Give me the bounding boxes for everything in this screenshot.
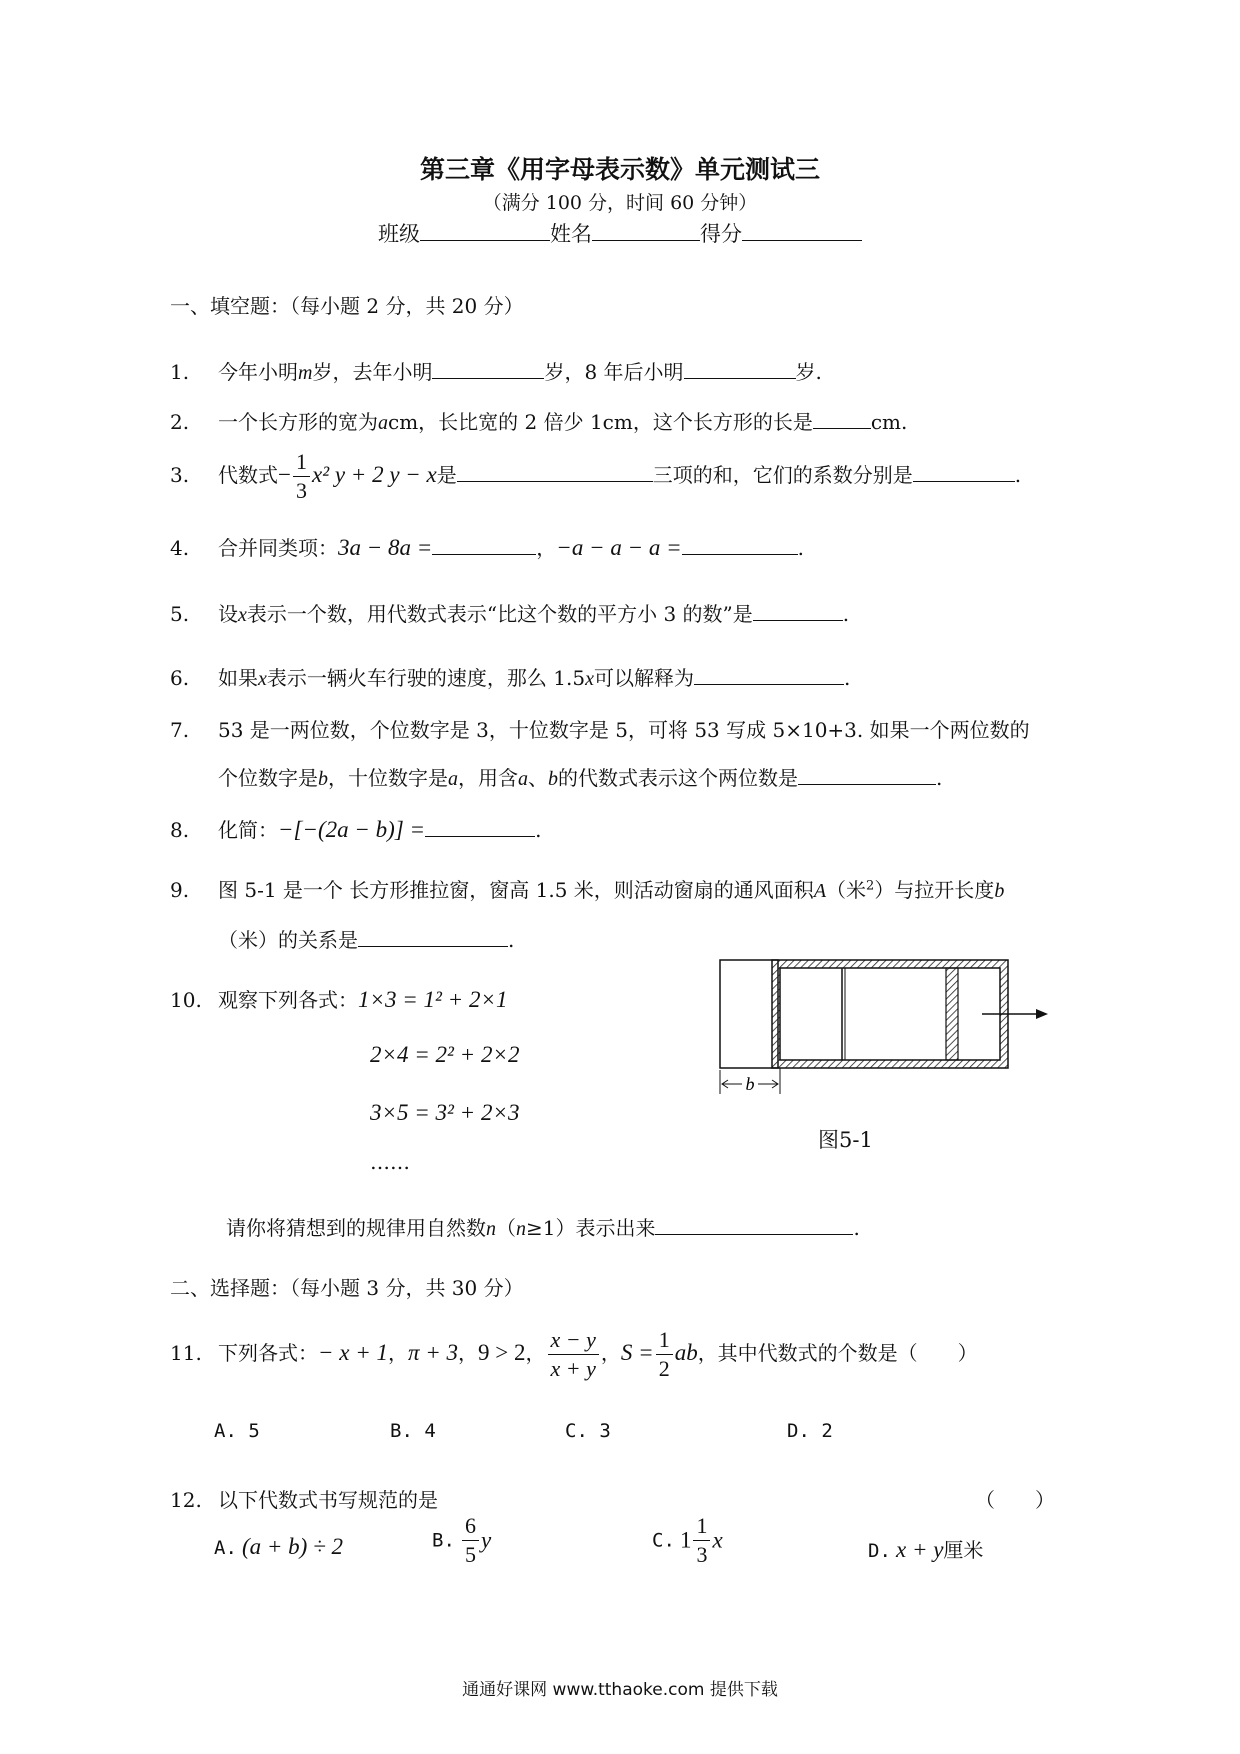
answer-blank[interactable]	[358, 924, 508, 947]
q-variable: a	[378, 412, 388, 434]
q-text: 是	[436, 463, 457, 487]
option-label: C.	[652, 1529, 675, 1552]
question-4	[170, 532, 804, 561]
question-12	[170, 1484, 438, 1513]
q-text: .	[508, 928, 515, 952]
class-blank[interactable]	[420, 218, 550, 241]
q-text: .	[843, 666, 851, 690]
q-text: .	[936, 766, 943, 790]
fraction-numerator: 1	[656, 1326, 673, 1355]
q10-equation-3: 3×5 = 3² + 2×3	[370, 1100, 520, 1125]
q10-equation-1: 1×3 = 1² + 2×1	[358, 987, 508, 1012]
q12-option-b[interactable]	[432, 1512, 491, 1569]
q-variable: x	[238, 604, 247, 626]
q-text: ，其中代数式的个数是（ ）	[697, 1341, 978, 1365]
question-5	[170, 598, 849, 627]
fraction-numerator: 6	[462, 1512, 479, 1541]
question-11	[170, 1326, 978, 1383]
q-text: 三项的和，它们的系数分别是	[652, 463, 913, 487]
answer-blank[interactable]	[457, 459, 653, 482]
q-superscript: 2	[866, 878, 875, 894]
q-text: ，十位数字是	[328, 766, 448, 790]
sliding-window-figure	[718, 958, 1058, 1118]
q-text: cm.	[870, 410, 908, 434]
name-label: 姓名	[550, 222, 592, 246]
fixed-pane	[720, 960, 778, 1068]
option-whole-number: 1	[679, 1527, 692, 1553]
question-number: 4.	[170, 536, 190, 560]
q-text: 一个长方形的宽为	[218, 410, 378, 434]
answer-blank[interactable]	[432, 356, 544, 379]
q-text: ，	[388, 1341, 408, 1365]
page-subtitle: （满分 100 分，时间 60 分钟）	[482, 192, 758, 214]
fraction-denominator: 5	[464, 1542, 476, 1567]
fraction-denominator: x + y	[550, 1356, 596, 1381]
q-text: 观察下列各式：	[218, 988, 358, 1012]
q-variable: b	[994, 880, 1005, 902]
q-math: 3a − 8a =	[338, 535, 433, 560]
q-text: 岁，去年小明	[312, 360, 433, 384]
fraction-numerator: 1	[693, 1512, 710, 1541]
answer-blank[interactable]	[655, 1212, 853, 1235]
fraction-denominator: 3	[696, 1542, 708, 1567]
q-variable: a	[448, 768, 458, 790]
window-opening	[780, 968, 1000, 1060]
q-text: .	[1014, 463, 1022, 487]
question-number: 7.	[170, 718, 190, 742]
q-text: ，	[536, 536, 557, 560]
option-expression: x + y	[895, 1537, 944, 1562]
q11-option-a[interactable]: A. 5	[214, 1420, 260, 1442]
moving-sash-edge	[946, 968, 958, 1060]
question-number: 1.	[170, 360, 190, 384]
score-blank[interactable]	[742, 218, 862, 241]
q-text: ，	[525, 1341, 546, 1365]
question-number: 12.	[170, 1488, 202, 1512]
q-text: .	[853, 1216, 860, 1240]
option-label: A.	[214, 1537, 237, 1559]
q-math: −	[278, 462, 291, 487]
q-variable: x	[258, 668, 267, 690]
q11-expression: 9 > 2	[478, 1340, 526, 1365]
q-math: −a − a − a =	[556, 535, 682, 560]
answer-blank[interactable]	[684, 356, 796, 379]
section-heading-fill-in: 一、填空题：（每小题 2 分，共 20 分）	[170, 294, 524, 318]
q-text: 合并同类项：	[218, 536, 338, 560]
q11-expression: π + 3	[408, 1340, 459, 1365]
q-text: 设	[218, 602, 238, 626]
answer-blank[interactable]	[682, 532, 798, 555]
q-text: 岁.	[795, 360, 822, 384]
q-text: 表示一个数，用代数式表示“比这个数的平方小 3 的数”是	[246, 602, 753, 626]
q11-option-d[interactable]: D. 2	[787, 1420, 833, 1442]
question-1	[170, 356, 822, 385]
q-variable: a	[518, 768, 528, 790]
section-heading-multiple-choice: 二、选择题：（每小题 3 分，共 30 分）	[170, 1276, 524, 1300]
q-variable: b	[548, 768, 558, 790]
q-text: 请你将猜想到的规律用自然数	[226, 1216, 486, 1240]
option-fraction	[693, 1512, 710, 1569]
arrow-head-icon	[1036, 1009, 1048, 1019]
q-variable: b	[318, 768, 328, 790]
option-label: B.	[432, 1529, 455, 1552]
q11-option-c[interactable]: C. 3	[565, 1420, 611, 1442]
question-7	[170, 714, 1030, 743]
class-label: 班级	[378, 222, 420, 246]
question-number: 11.	[170, 1341, 202, 1365]
option-variable: x	[712, 1527, 723, 1553]
option-fraction	[462, 1512, 479, 1569]
q-text: ）与拉开长度	[874, 878, 995, 902]
q11-expression: ab	[674, 1340, 698, 1365]
question-8	[170, 814, 541, 843]
q-text: .	[842, 602, 850, 626]
q-variable: n	[516, 1218, 526, 1240]
q-text: .	[797, 536, 804, 560]
q-text: 下列各式：	[218, 1341, 318, 1365]
option-expression: (a + b) ÷ 2	[241, 1534, 343, 1559]
answer-blank[interactable]	[913, 459, 1015, 482]
question-number: 5.	[170, 602, 190, 626]
option-unit: 厘米	[943, 1538, 984, 1562]
q-text: ≥1）表示出来	[526, 1216, 656, 1240]
option-label: D.	[868, 1540, 891, 1562]
q-text: 代数式	[218, 463, 278, 487]
dimension-label-b: b	[745, 1074, 755, 1094]
q11-option-b[interactable]: B. 4	[390, 1420, 436, 1442]
q3-fraction	[293, 448, 310, 505]
question-number: 8.	[170, 818, 190, 842]
score-label: 得分	[700, 222, 742, 246]
q-text: （	[496, 1216, 516, 1240]
q12-answer-paren[interactable]: （ ）	[975, 1488, 1055, 1512]
q-text: ，用含	[458, 766, 518, 790]
q-text: （米	[826, 878, 867, 902]
q11-expression: S =	[620, 1340, 654, 1365]
q11-half-fraction	[656, 1326, 673, 1383]
figure-caption: 图5-1	[818, 1128, 873, 1152]
q-text: 表示一辆火车行驶的速度，那么 1.5	[266, 666, 586, 690]
question-3	[170, 448, 1021, 505]
question-10	[170, 984, 507, 1013]
q-text: 的代数式表示这个两位数是	[558, 766, 798, 790]
answer-blank[interactable]	[694, 662, 844, 685]
q-text: 可以解释为	[593, 666, 694, 690]
answer-blank[interactable]	[813, 406, 871, 429]
question-7-line-2	[218, 762, 942, 791]
q-math: −[−(2a − b)] =	[278, 817, 426, 842]
answer-blank[interactable]	[753, 598, 843, 621]
fraction-numerator: 1	[293, 448, 310, 477]
q-text: cm，长比宽的 2 倍少 1cm，这个长方形的长是	[388, 410, 813, 434]
q-text: （米）的关系是	[218, 928, 358, 952]
q12-option-a[interactable]	[214, 1534, 343, 1560]
question-number: 2.	[170, 410, 190, 434]
answer-blank[interactable]	[432, 532, 536, 555]
q-math: x² y + 2 y − x	[311, 462, 437, 487]
question-number: 10.	[170, 988, 202, 1012]
q11-expression: − x + 1	[318, 1340, 388, 1365]
q-text: 53 是一两位数，个位数字是 3，十位数字是 5，可将 53 写成 5×10+3. 如果一个两位数的	[218, 718, 1030, 742]
answer-blank[interactable]	[798, 762, 936, 785]
q-text: 、	[528, 766, 548, 790]
question-number: 3.	[170, 463, 190, 487]
q-text: 个位数字是	[218, 766, 318, 790]
q-text: 岁，8 年后小明	[544, 360, 684, 384]
question-9-line-2	[218, 924, 514, 953]
q-text: 今年小明	[218, 360, 298, 384]
question-10-prompt	[226, 1212, 860, 1241]
q10-ellipsis: ……	[370, 1150, 410, 1174]
fraction-denominator: 2	[658, 1356, 670, 1381]
q-text: ，	[458, 1341, 479, 1365]
q-text: .	[535, 818, 542, 842]
q12-option-c[interactable]	[652, 1512, 723, 1569]
q-text: 以下代数式书写规范的是	[218, 1488, 438, 1512]
question-6	[170, 662, 850, 691]
q-text: 图 5-1 是一个 长方形推拉窗，窗高 1.5 米，则活动窗扇的通风面积	[218, 878, 814, 902]
q-text: ，	[600, 1341, 621, 1365]
question-number: 9.	[170, 878, 190, 902]
q11-fraction	[548, 1326, 599, 1383]
q-variable: m	[298, 362, 313, 384]
answer-blank[interactable]	[425, 814, 535, 837]
q-variable: n	[486, 1218, 496, 1240]
q10-equation-2: 2×4 = 2² + 2×2	[370, 1042, 520, 1067]
fraction-denominator: 3	[295, 478, 307, 503]
name-blank[interactable]	[592, 218, 700, 241]
q-text: 如果	[218, 666, 258, 690]
fraction-numerator: x − y	[548, 1326, 599, 1355]
page-title: 第三章《用字母表示数》单元测试三	[419, 155, 820, 184]
page-footer: 通通好课网 www.tthaoke.com 提供下载	[462, 1680, 778, 1700]
question-2	[170, 406, 907, 435]
q-variable: A	[813, 880, 827, 902]
question-number: 6.	[170, 666, 190, 690]
q12-option-d[interactable]	[868, 1534, 983, 1563]
q-text: 化简：	[218, 818, 278, 842]
option-variable: y	[480, 1527, 492, 1553]
student-info-line	[0, 218, 1240, 248]
question-9	[170, 874, 1004, 903]
q-variable: x	[585, 668, 594, 690]
